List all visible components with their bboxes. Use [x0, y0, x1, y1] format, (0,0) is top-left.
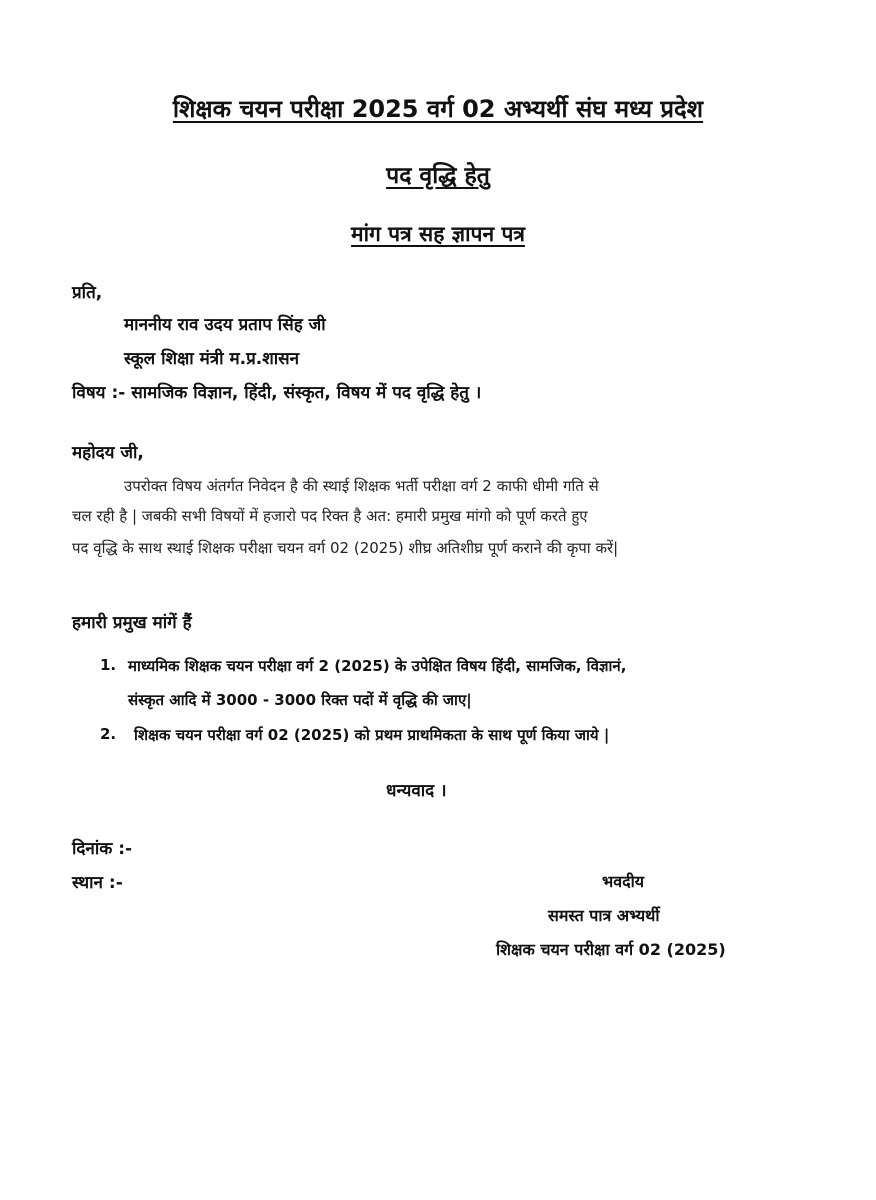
demand-number: 2. — [100, 725, 117, 743]
signature-line: भवदीय — [602, 872, 645, 891]
signature-line: शिक्षक चयन परीक्षा वर्ग 02 (2025) — [496, 940, 726, 959]
demands-heading: हमारी प्रमुख मांगें हैं — [72, 613, 192, 633]
salutation: महोदय जी, — [72, 443, 144, 463]
recipient-prefix: प्रति, — [72, 283, 103, 303]
demand-item-line: संस्कृत आदि में 3000 - 3000 रिक्त पदों में वृद्धि की जाए| — [128, 691, 472, 709]
document-title: शिक्षक चयन परीक्षा 2025 वर्ग 02 अभ्यर्थी संघ मध्य प्रदेश — [172, 95, 704, 123]
demand-number: 1. — [100, 656, 117, 674]
recipient-name: माननीय राव उदय प्रताप सिंह जी — [124, 315, 326, 335]
date-label: दिनांक :- — [72, 839, 133, 859]
demand-item-line: शिक्षक चयन परीक्षा वर्ग 02 (2025) को प्रथम प्राथमिकता के साथ पूर्ण किया जाये | — [134, 726, 610, 744]
signature-line: समस्त पात्र अभ्यर्थी — [548, 906, 660, 925]
demand-item-line: माध्यमिक शिक्षक चयन परीक्षा वर्ग 2 (2025) के उपेक्षित विषय हिंदी, सामजिक, विज्ञानं, — [128, 657, 627, 675]
place-label: स्थान :- — [72, 873, 123, 893]
thanks-text: धन्यवाद । — [386, 781, 447, 801]
document-subtitle: पद वृद्धि हेतु — [386, 163, 490, 189]
document-type-heading: मांग पत्र सह ज्ञापन पत्र — [351, 222, 525, 246]
body-line: पद वृद्धि के साथ स्थाई शिक्षक परीक्षा चयन वर्ग 02 (2025) शीघ्र अतिशीघ्र पूर्ण कराने की कृपा करें| — [72, 539, 619, 557]
body-line: चल रही है | जबकी सभी विषयों में हजारो पद रिक्त है अत: हमारी प्रमुख मांगो को पूर्ण करते हुए — [72, 507, 588, 525]
body-line: उपरोक्त विषय अंतर्गत निवेदन है की स्थाई शिक्षक भर्ती परीक्षा वर्ग 2 काफी धीमी गति से — [124, 477, 599, 495]
subject-line: विषय :- सामजिक विज्ञान, हिंदी, संस्कृत, विषय में पद वृद्धि हेतु । — [72, 383, 482, 403]
recipient-designation: स्कूल शिक्षा मंत्री म.प्र.शासन — [124, 349, 300, 369]
